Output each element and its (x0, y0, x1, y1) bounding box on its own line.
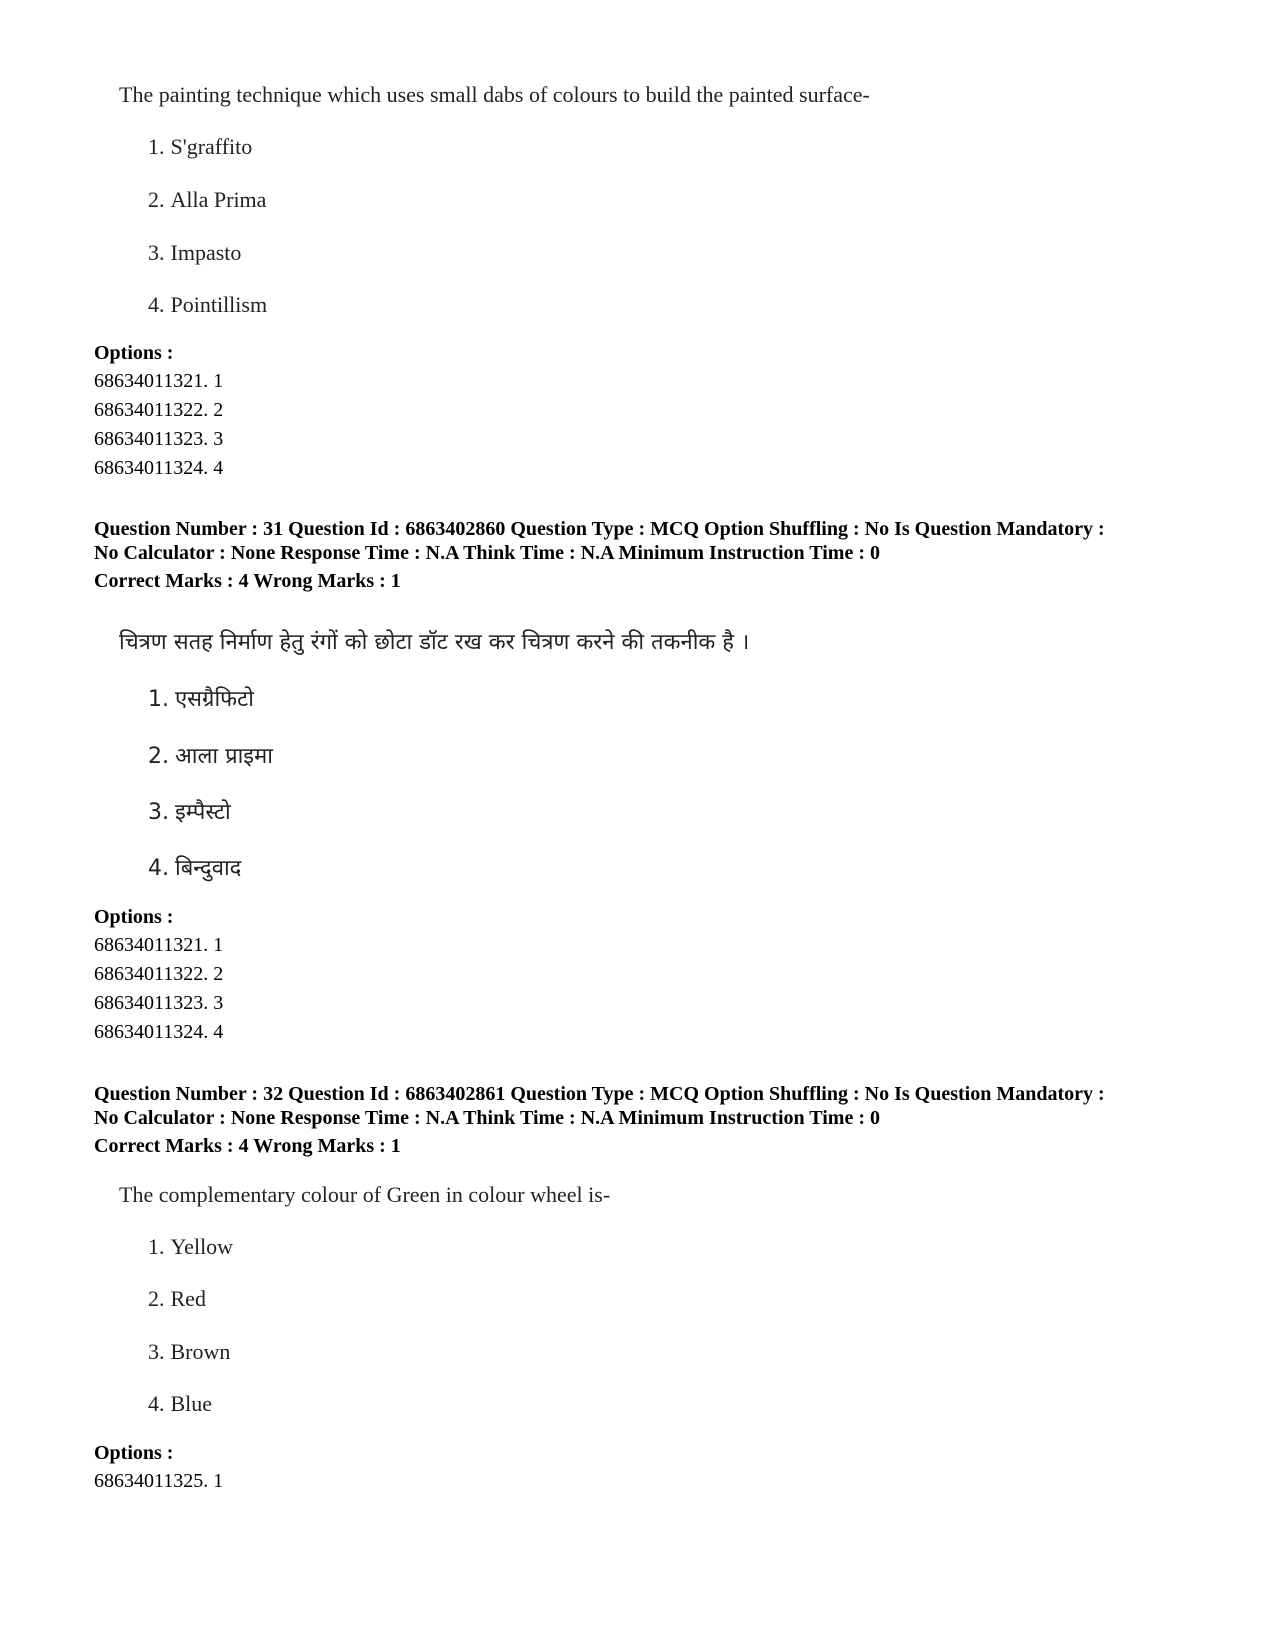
choice-number: 3. (148, 800, 169, 825)
choice-item (148, 740, 273, 770)
choice-item (148, 683, 254, 713)
choice-text: इम्पैस्टो (175, 800, 231, 825)
question-meta-line: No Calculator : None Response Time : N.A Think Time : N.A Minimum Instruction Time : 0 (94, 542, 880, 564)
option-id-line: 68634011323. 3 (94, 992, 224, 1014)
option-id-line: 68634011323. 3 (94, 428, 224, 450)
option-id-line: 68634011322. 2 (94, 963, 224, 985)
choice-text: Alla Prima (170, 187, 267, 212)
question-stem: The complementary colour of Green in colour wheel is- (119, 1182, 611, 1207)
option-id-line: 68634011321. 1 (94, 934, 224, 956)
question-stem: चित्रण सतह निर्माण हेतु रंगों को छोटा डॉट रख कर चित्रण करने की तकनीक है । (119, 630, 750, 655)
choice-number: 4. (148, 856, 169, 881)
choice-number: 1. (148, 687, 169, 712)
choice-text: Blue (170, 1391, 213, 1416)
question-marks-line: Correct Marks : 4 Wrong Marks : 1 (94, 1135, 401, 1157)
question-stem: The painting technique which uses small dabs of colours to build the painted surface- (119, 82, 870, 107)
choice-item (148, 1391, 212, 1417)
choice-text: Brown (170, 1339, 231, 1364)
option-id-line: 68634011324. 4 (94, 457, 224, 479)
question-meta-line: No Calculator : None Response Time : N.A Think Time : N.A Minimum Instruction Time : 0 (94, 1107, 880, 1129)
choice-item (148, 796, 231, 826)
choice-number: 4. (148, 1391, 165, 1416)
choice-item (148, 240, 241, 266)
choice-text: Red (170, 1286, 206, 1311)
choice-item (148, 187, 266, 213)
choice-text: S'graffito (170, 134, 253, 159)
choice-number: 1. (148, 1234, 165, 1259)
question-meta-line: Question Number : 31 Question Id : 6863402860 Question Type : MCQ Option Shuffling : No Is Question Mandatory : (94, 518, 1105, 540)
choice-number: 2. (148, 744, 169, 769)
options-label: Options : (94, 1442, 174, 1464)
options-label: Options : (94, 342, 174, 364)
choice-number: 4. (148, 292, 165, 317)
choice-item (148, 292, 267, 318)
choice-item (148, 852, 241, 882)
choice-item (148, 1339, 230, 1365)
choice-text: आला प्राइमा (175, 744, 273, 769)
choice-number: 3. (148, 240, 165, 265)
options-label: Options : (94, 906, 174, 928)
option-id-line: 68634011321. 1 (94, 370, 224, 392)
choice-text: बिन्दुवाद (175, 856, 242, 881)
option-id-line: 68634011324. 4 (94, 1021, 224, 1043)
question-marks-line: Correct Marks : 4 Wrong Marks : 1 (94, 570, 401, 592)
choice-number: 1. (148, 134, 165, 159)
choice-number: 3. (148, 1339, 165, 1364)
choice-item (148, 1234, 233, 1260)
question-meta-line: Question Number : 32 Question Id : 6863402861 Question Type : MCQ Option Shuffling : No Is Question Mandatory : (94, 1083, 1105, 1105)
choice-number: 2. (148, 1286, 165, 1311)
choice-text: Pointillism (170, 292, 268, 317)
choice-text: एसग्रैफिटो (175, 687, 254, 712)
choice-item (148, 1286, 206, 1312)
choice-item (148, 134, 252, 160)
choice-number: 2. (148, 187, 165, 212)
choice-text: Yellow (170, 1234, 234, 1259)
option-id-line: 68634011322. 2 (94, 399, 224, 421)
choice-text: Impasto (170, 240, 242, 265)
option-id-line: 68634011325. 1 (94, 1470, 224, 1492)
